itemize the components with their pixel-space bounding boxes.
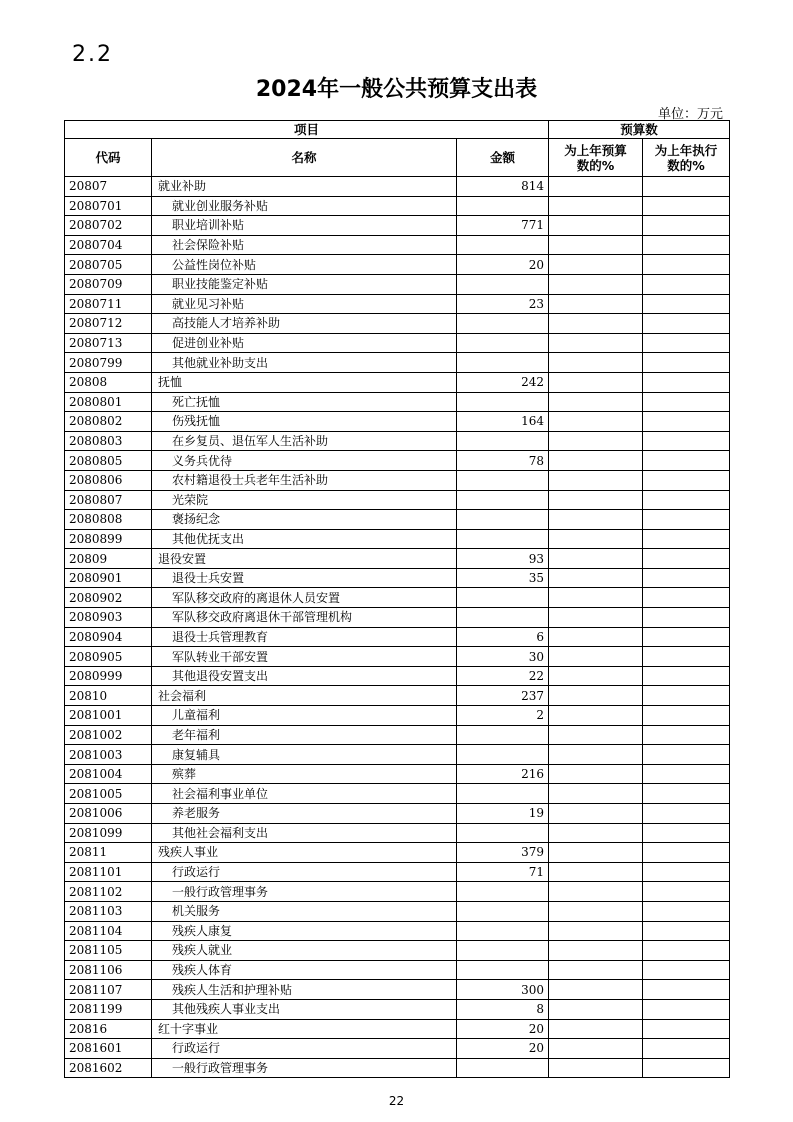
row-name: 军队移交政府离退休干部管理机构 <box>152 608 457 628</box>
row-name: 退役士兵安置 <box>152 568 457 588</box>
row-name: 在乡复员、退伍军人生活补助 <box>152 431 457 451</box>
row-pct-prev-budget <box>549 862 643 882</box>
row-amount: 78 <box>457 451 549 471</box>
row-amount <box>457 784 549 804</box>
row-amount <box>457 901 549 921</box>
table-row <box>65 490 730 510</box>
row-code: 2081101 <box>65 862 152 882</box>
row-code: 2080999 <box>65 666 152 686</box>
table-row <box>65 333 730 353</box>
row-amount: 20 <box>457 1019 549 1039</box>
table-row <box>65 686 730 706</box>
row-code: 2081601 <box>65 1039 152 1059</box>
row-name: 殡葬 <box>152 764 457 784</box>
row-name: 褒扬纪念 <box>152 510 457 530</box>
header-row-2 <box>65 139 730 177</box>
row-amount <box>457 470 549 490</box>
row-amount <box>457 941 549 961</box>
row-pct-prev-exec <box>643 608 730 628</box>
row-amount: 771 <box>457 216 549 236</box>
row-amount: 300 <box>457 980 549 1000</box>
table-header <box>65 121 730 177</box>
table-row <box>65 294 730 314</box>
row-pct-prev-exec <box>643 451 730 471</box>
row-amount: 20 <box>457 1039 549 1059</box>
row-name: 红十字事业 <box>152 1019 457 1039</box>
row-code: 2081099 <box>65 823 152 843</box>
header-pct-prev-budget <box>549 139 643 177</box>
row-name: 军队移交政府的离退休人员安置 <box>152 588 457 608</box>
table-row <box>65 725 730 745</box>
row-pct-prev-budget <box>549 725 643 745</box>
row-amount: 35 <box>457 568 549 588</box>
row-pct-prev-budget <box>549 549 643 569</box>
row-pct-prev-exec <box>643 1019 730 1039</box>
row-amount: 93 <box>457 549 549 569</box>
table-row <box>65 431 730 451</box>
row-pct-prev-exec <box>643 980 730 1000</box>
row-name: 职业培训补贴 <box>152 216 457 236</box>
row-code: 2081106 <box>65 960 152 980</box>
header-code: 代码 <box>65 139 152 177</box>
header-pct-prev-exec <box>643 139 730 177</box>
row-pct-prev-budget <box>549 960 643 980</box>
row-pct-prev-exec <box>643 392 730 412</box>
row-amount <box>457 588 549 608</box>
row-name: 就业见习补贴 <box>152 294 457 314</box>
row-code: 2080711 <box>65 294 152 314</box>
table-row <box>65 255 730 275</box>
row-pct-prev-exec <box>643 647 730 667</box>
row-pct-prev-exec <box>643 882 730 902</box>
table-row <box>65 510 730 530</box>
row-pct-prev-budget <box>549 470 643 490</box>
row-code: 2080701 <box>65 196 152 216</box>
row-code: 2080803 <box>65 431 152 451</box>
table-row <box>65 823 730 843</box>
row-name: 社会保险补贴 <box>152 235 457 255</box>
row-pct-prev-exec <box>643 627 730 647</box>
row-pct-prev-exec <box>643 686 730 706</box>
row-amount: 22 <box>457 666 549 686</box>
row-pct-prev-exec <box>643 470 730 490</box>
row-pct-prev-budget <box>549 1058 643 1078</box>
row-pct-prev-budget <box>549 510 643 530</box>
row-pct-prev-budget <box>549 608 643 628</box>
row-pct-prev-exec <box>643 1058 730 1078</box>
row-name: 老年福利 <box>152 725 457 745</box>
row-pct-prev-budget <box>549 1039 643 1059</box>
row-code: 2080712 <box>65 314 152 334</box>
row-code: 20810 <box>65 686 152 706</box>
row-name: 残疾人生活和护理补贴 <box>152 980 457 1000</box>
row-pct-prev-budget <box>549 921 643 941</box>
row-pct-prev-budget <box>549 314 643 334</box>
row-pct-prev-exec <box>643 431 730 451</box>
header-row-1 <box>65 121 730 139</box>
row-code: 2080903 <box>65 608 152 628</box>
row-name: 社会福利 <box>152 686 457 706</box>
table-row <box>65 666 730 686</box>
section-number: 2.2 <box>72 42 113 67</box>
row-amount <box>457 608 549 628</box>
table-row <box>65 960 730 980</box>
row-amount: 814 <box>457 177 549 197</box>
table-row <box>65 353 730 373</box>
row-name: 社会福利事业单位 <box>152 784 457 804</box>
row-amount <box>457 1058 549 1078</box>
row-pct-prev-exec <box>643 529 730 549</box>
row-pct-prev-exec <box>643 177 730 197</box>
row-code: 2081102 <box>65 882 152 902</box>
row-pct-prev-budget <box>549 784 643 804</box>
table-row <box>65 274 730 294</box>
table-row <box>65 901 730 921</box>
row-pct-prev-budget <box>549 353 643 373</box>
row-amount <box>457 314 549 334</box>
row-pct-prev-budget <box>549 274 643 294</box>
header-pct-prev-exec-line2: 数的% <box>667 157 705 173</box>
row-code: 2080806 <box>65 470 152 490</box>
row-pct-prev-exec <box>643 314 730 334</box>
table-body <box>65 177 730 1078</box>
row-code: 2081005 <box>65 784 152 804</box>
table-row <box>65 216 730 236</box>
row-name: 其他残疾人事业支出 <box>152 999 457 1019</box>
row-pct-prev-budget <box>549 490 643 510</box>
header-amount: 金额 <box>457 139 549 177</box>
row-name: 义务兵优待 <box>152 451 457 471</box>
table-row <box>65 764 730 784</box>
row-pct-prev-exec <box>643 588 730 608</box>
row-pct-prev-exec <box>643 804 730 824</box>
table-row <box>65 372 730 392</box>
row-amount <box>457 333 549 353</box>
row-code: 2080704 <box>65 235 152 255</box>
row-code: 20811 <box>65 843 152 863</box>
row-pct-prev-budget <box>549 980 643 1000</box>
row-code: 2080901 <box>65 568 152 588</box>
row-pct-prev-budget <box>549 804 643 824</box>
header-budget: 预算数 <box>549 121 730 139</box>
row-pct-prev-budget <box>549 568 643 588</box>
header-name: 名称 <box>152 139 457 177</box>
row-pct-prev-budget <box>549 627 643 647</box>
row-pct-prev-exec <box>643 843 730 863</box>
row-amount <box>457 196 549 216</box>
table-row <box>65 412 730 432</box>
row-pct-prev-exec <box>643 764 730 784</box>
row-name: 其他优抚支出 <box>152 529 457 549</box>
table-row <box>65 627 730 647</box>
table-row <box>65 804 730 824</box>
row-pct-prev-budget <box>549 686 643 706</box>
table-row <box>65 608 730 628</box>
table-row <box>65 1039 730 1059</box>
row-pct-prev-exec <box>643 941 730 961</box>
table-row <box>65 1019 730 1039</box>
row-pct-prev-exec <box>643 568 730 588</box>
row-code: 20809 <box>65 549 152 569</box>
row-name: 职业技能鉴定补贴 <box>152 274 457 294</box>
table-row <box>65 177 730 197</box>
row-pct-prev-budget <box>549 647 643 667</box>
row-pct-prev-exec <box>643 666 730 686</box>
row-pct-prev-exec <box>643 196 730 216</box>
row-code: 2080709 <box>65 274 152 294</box>
row-pct-prev-budget <box>549 999 643 1019</box>
row-name: 行政运行 <box>152 1039 457 1059</box>
row-name: 养老服务 <box>152 804 457 824</box>
row-pct-prev-exec <box>643 372 730 392</box>
row-amount <box>457 353 549 373</box>
row-name: 促进创业补贴 <box>152 333 457 353</box>
header-item: 项目 <box>65 121 549 139</box>
row-pct-prev-budget <box>549 177 643 197</box>
row-amount: 379 <box>457 843 549 863</box>
row-amount: 164 <box>457 412 549 432</box>
row-amount <box>457 392 549 412</box>
table-row <box>65 882 730 902</box>
row-amount: 23 <box>457 294 549 314</box>
row-amount: 71 <box>457 862 549 882</box>
table-row <box>65 588 730 608</box>
row-code: 2080802 <box>65 412 152 432</box>
row-pct-prev-budget <box>549 882 643 902</box>
row-amount <box>457 431 549 451</box>
row-amount: 2 <box>457 706 549 726</box>
row-code: 2081105 <box>65 941 152 961</box>
row-pct-prev-budget <box>549 372 643 392</box>
row-code: 2080807 <box>65 490 152 510</box>
row-code: 2080805 <box>65 451 152 471</box>
row-code: 20808 <box>65 372 152 392</box>
row-code: 2081001 <box>65 706 152 726</box>
row-pct-prev-exec <box>643 999 730 1019</box>
row-name: 光荣院 <box>152 490 457 510</box>
row-name: 其他社会福利支出 <box>152 823 457 843</box>
row-code: 20807 <box>65 177 152 197</box>
table-row <box>65 529 730 549</box>
row-code: 2081103 <box>65 901 152 921</box>
table-row <box>65 745 730 765</box>
row-code: 2081006 <box>65 804 152 824</box>
row-pct-prev-exec <box>643 901 730 921</box>
row-code: 2080713 <box>65 333 152 353</box>
row-pct-prev-budget <box>549 843 643 863</box>
row-amount: 237 <box>457 686 549 706</box>
row-name: 行政运行 <box>152 862 457 882</box>
row-name: 农村籍退役士兵老年生活补助 <box>152 470 457 490</box>
row-pct-prev-budget <box>549 216 643 236</box>
row-pct-prev-budget <box>549 451 643 471</box>
row-name: 军队转业干部安置 <box>152 647 457 667</box>
table-row <box>65 921 730 941</box>
row-amount: 6 <box>457 627 549 647</box>
row-pct-prev-budget <box>549 666 643 686</box>
table-row <box>65 784 730 804</box>
row-pct-prev-exec <box>643 353 730 373</box>
row-name: 公益性岗位补贴 <box>152 255 457 275</box>
row-amount <box>457 274 549 294</box>
row-amount: 242 <box>457 372 549 392</box>
row-code: 2080808 <box>65 510 152 530</box>
table-row <box>65 196 730 216</box>
table-row <box>65 392 730 412</box>
row-pct-prev-budget <box>549 412 643 432</box>
row-amount <box>457 235 549 255</box>
page-title: 2024年一般公共预算支出表 <box>255 77 538 102</box>
row-amount <box>457 725 549 745</box>
row-pct-prev-budget <box>549 196 643 216</box>
header-pct-prev-budget-line2: 数的% <box>576 157 615 173</box>
row-pct-prev-budget <box>549 764 643 784</box>
row-amount <box>457 510 549 530</box>
row-code: 2080801 <box>65 392 152 412</box>
row-name: 康复辅具 <box>152 745 457 765</box>
row-code: 2080899 <box>65 529 152 549</box>
row-name: 一般行政管理事务 <box>152 1058 457 1078</box>
row-code: 2080905 <box>65 647 152 667</box>
row-pct-prev-budget <box>549 235 643 255</box>
row-pct-prev-exec <box>643 510 730 530</box>
row-pct-prev-exec <box>643 333 730 353</box>
row-pct-prev-exec <box>643 745 730 765</box>
row-pct-prev-exec <box>643 412 730 432</box>
row-code: 2080705 <box>65 255 152 275</box>
row-pct-prev-budget <box>549 941 643 961</box>
row-name: 残疾人体育 <box>152 960 457 980</box>
row-code: 20816 <box>65 1019 152 1039</box>
row-name: 死亡抚恤 <box>152 392 457 412</box>
row-code: 2080799 <box>65 353 152 373</box>
row-pct-prev-exec <box>643 960 730 980</box>
row-pct-prev-budget <box>549 1019 643 1039</box>
row-amount <box>457 882 549 902</box>
table-row <box>65 862 730 882</box>
row-name: 残疾人就业 <box>152 941 457 961</box>
row-amount: 20 <box>457 255 549 275</box>
row-name: 一般行政管理事务 <box>152 882 457 902</box>
table-row <box>65 706 730 726</box>
row-pct-prev-budget <box>549 333 643 353</box>
row-name: 儿童福利 <box>152 706 457 726</box>
row-pct-prev-budget <box>549 255 643 275</box>
table-row <box>65 980 730 1000</box>
header-pct-prev-exec-line1: 为上年执行 <box>654 142 718 158</box>
table-row <box>65 568 730 588</box>
row-amount <box>457 529 549 549</box>
table-row <box>65 1058 730 1078</box>
row-name: 残疾人事业 <box>152 843 457 863</box>
row-pct-prev-exec <box>643 274 730 294</box>
row-name: 其他就业补助支出 <box>152 353 457 373</box>
row-name: 退役士兵管理教育 <box>152 627 457 647</box>
row-pct-prev-budget <box>549 588 643 608</box>
row-pct-prev-exec <box>643 216 730 236</box>
table-row <box>65 451 730 471</box>
header-pct-prev-budget-line1: 为上年预算 <box>564 142 627 158</box>
row-code: 2081199 <box>65 999 152 1019</box>
row-name: 其他退役安置支出 <box>152 666 457 686</box>
row-name: 伤残抚恤 <box>152 412 457 432</box>
row-code: 2081104 <box>65 921 152 941</box>
row-pct-prev-exec <box>643 862 730 882</box>
table-row <box>65 314 730 334</box>
row-pct-prev-budget <box>549 529 643 549</box>
table-row <box>65 647 730 667</box>
row-pct-prev-exec <box>643 255 730 275</box>
row-code: 2080702 <box>65 216 152 236</box>
row-amount <box>457 960 549 980</box>
row-amount <box>457 490 549 510</box>
row-pct-prev-budget <box>549 901 643 921</box>
row-pct-prev-exec <box>643 490 730 510</box>
row-code: 2081107 <box>65 980 152 1000</box>
row-pct-prev-exec <box>643 235 730 255</box>
table-row <box>65 999 730 1019</box>
row-amount <box>457 745 549 765</box>
row-amount <box>457 823 549 843</box>
row-code: 2081602 <box>65 1058 152 1078</box>
table-row <box>65 470 730 490</box>
unit-label: 单位：万元 <box>657 107 723 122</box>
table-row <box>65 941 730 961</box>
row-pct-prev-budget <box>549 706 643 726</box>
row-pct-prev-exec <box>643 1039 730 1059</box>
row-amount: 30 <box>457 647 549 667</box>
row-pct-prev-budget <box>549 392 643 412</box>
row-pct-prev-budget <box>549 745 643 765</box>
budget-table <box>64 120 730 1078</box>
row-pct-prev-exec <box>643 823 730 843</box>
row-pct-prev-exec <box>643 784 730 804</box>
row-pct-prev-exec <box>643 921 730 941</box>
row-pct-prev-budget <box>549 294 643 314</box>
row-code: 2080902 <box>65 588 152 608</box>
row-name: 抚恤 <box>152 372 457 392</box>
row-code: 2081004 <box>65 764 152 784</box>
row-name: 就业创业服务补贴 <box>152 196 457 216</box>
row-pct-prev-exec <box>643 294 730 314</box>
row-pct-prev-exec <box>643 725 730 745</box>
row-pct-prev-exec <box>643 549 730 569</box>
row-name: 就业补助 <box>152 177 457 197</box>
row-name: 高技能人才培养补助 <box>152 314 457 334</box>
row-amount: 19 <box>457 804 549 824</box>
row-code: 2080904 <box>65 627 152 647</box>
row-name: 退役安置 <box>152 549 457 569</box>
table-row <box>65 235 730 255</box>
row-code: 2081003 <box>65 745 152 765</box>
row-amount: 8 <box>457 999 549 1019</box>
row-name: 机关服务 <box>152 901 457 921</box>
row-pct-prev-budget <box>549 431 643 451</box>
row-name: 残疾人康复 <box>152 921 457 941</box>
table-row <box>65 843 730 863</box>
row-amount: 216 <box>457 764 549 784</box>
row-code: 2081002 <box>65 725 152 745</box>
row-amount <box>457 921 549 941</box>
table-row <box>65 549 730 569</box>
row-pct-prev-budget <box>549 823 643 843</box>
row-pct-prev-exec <box>643 706 730 726</box>
page-number: 22 <box>388 1094 405 1108</box>
